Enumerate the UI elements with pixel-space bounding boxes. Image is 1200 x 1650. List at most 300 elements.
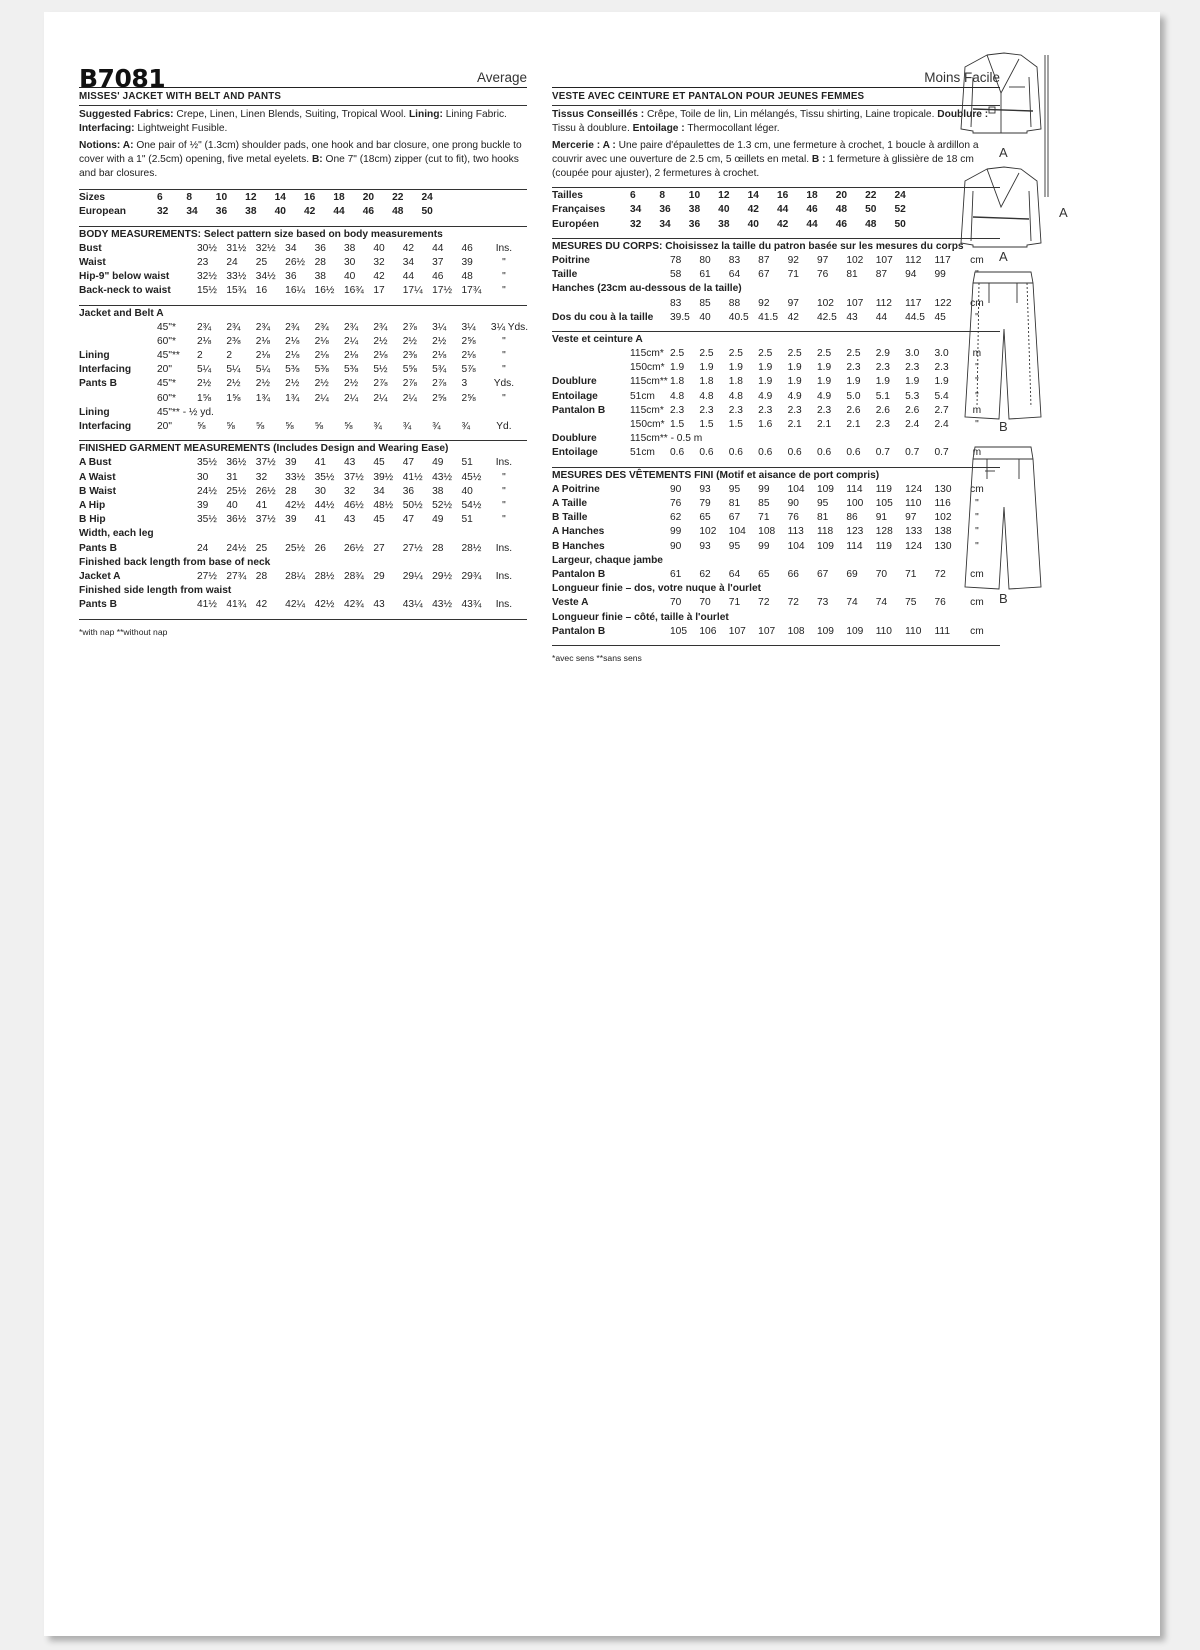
table-cell: 67: [816, 568, 829, 580]
table-cell: 99: [758, 540, 770, 552]
table-row: [79, 406, 527, 420]
unit: ": [975, 512, 979, 524]
table-row: [552, 625, 1000, 639]
table-cell: 17½: [432, 285, 452, 297]
table-cell: 34: [373, 485, 385, 497]
table-cell: 29¼: [402, 570, 423, 582]
table-row: [79, 307, 527, 321]
table-cell: 39: [285, 514, 297, 526]
table-cell: 107: [875, 254, 893, 266]
table-cell: 1.9: [758, 376, 773, 388]
table-cell: 2: [226, 350, 233, 362]
row-label: [552, 347, 630, 361]
table-row: [79, 335, 527, 349]
table-cell: 118: [816, 526, 834, 538]
table-cell: 76: [787, 512, 799, 524]
english-column: [79, 54, 527, 639]
table-cell: 38: [245, 206, 257, 218]
footnote-fr: *avec sens **sans sens: [552, 645, 1000, 665]
table-cell: 2⅝: [461, 335, 476, 347]
yardage-table-fr: [552, 331, 1000, 461]
table-row: [79, 242, 527, 256]
table-cell: 70: [875, 568, 888, 580]
table-row: [552, 311, 1000, 325]
table-cell: 24½: [226, 542, 247, 554]
table-cell: 113: [787, 526, 804, 538]
table-cell: 6: [630, 190, 636, 202]
table-cell: 58: [670, 269, 682, 281]
table-cell: 70: [670, 597, 682, 609]
table-cell: 35½: [314, 471, 335, 483]
table-cell: 2⅞: [402, 321, 417, 333]
table-cell: 16: [303, 192, 316, 204]
table-cell: 108: [758, 526, 776, 538]
unit: ": [975, 376, 979, 388]
table-cell: 43¼: [402, 599, 423, 611]
table-cell: 90: [787, 498, 799, 509]
row-label: [552, 418, 630, 432]
table-cell: 43: [846, 311, 858, 323]
table-cell: 16½: [314, 285, 335, 297]
table-cell: 42: [747, 204, 759, 216]
table-cell: 2⅜: [226, 335, 241, 347]
table-cell: 67: [758, 269, 770, 281]
table-row: [79, 377, 527, 391]
table-cell: 109: [816, 483, 834, 495]
table-cell: 39½: [373, 471, 394, 483]
table-cell: 50: [894, 218, 906, 230]
table-cell: 42: [373, 271, 385, 283]
table-cell: 1.5: [699, 419, 714, 431]
table-cell: 5¼: [255, 364, 270, 376]
table-cell: 36½: [226, 457, 247, 469]
table-cell: 110: [875, 625, 892, 637]
table-cell: 44½: [314, 500, 335, 511]
table-cell: 24: [197, 542, 209, 554]
table-cell: 71: [728, 597, 741, 609]
table-cell: 47: [402, 457, 415, 469]
table-cell: 0.7: [934, 447, 949, 459]
table-cell: 5.0: [846, 390, 861, 402]
table-cell: 46: [835, 218, 848, 230]
table-cell: 0.6: [728, 447, 743, 459]
row-label: A Poitrine: [552, 483, 600, 495]
row-label: Sizes: [79, 192, 106, 204]
table-cell: 2.4: [905, 419, 920, 431]
table-cell: 46: [806, 204, 818, 216]
interfacing-label: Interfacing:: [79, 123, 135, 135]
table-cell: 2⅛: [314, 335, 329, 347]
table-cell: 17¾: [461, 285, 482, 297]
table-cell: 18: [333, 192, 345, 204]
table-cell: 17¼: [402, 285, 423, 297]
row-label: Entoilage: [552, 390, 598, 402]
finished-measurement-rows: [79, 456, 527, 612]
unit: ": [975, 526, 979, 538]
table-cell: 1.8: [699, 376, 714, 388]
table-cell: 35½: [197, 514, 217, 526]
table-cell: 114: [846, 483, 863, 495]
table-row: [79, 542, 527, 556]
table-cell: 38: [432, 485, 444, 497]
table-cell: 2¼: [343, 392, 359, 404]
table-cell: 117: [905, 297, 922, 309]
unit: cm: [970, 483, 984, 495]
table-cell: 64: [728, 269, 741, 281]
interfacing-text-fr: Thermocollant léger.: [684, 123, 780, 135]
table-row: [79, 363, 527, 377]
table-cell: 78: [670, 254, 682, 266]
table-cell: 76: [816, 269, 829, 281]
unit: ": [975, 498, 979, 509]
table-cell: 2⅛: [314, 350, 329, 362]
row-label: Interfacing: [79, 364, 132, 376]
unit: Ins.: [495, 599, 513, 611]
interfacing-text: Lightweight Fusible.: [134, 123, 228, 135]
table-cell: 0.6: [699, 447, 714, 459]
table-cell: 2⅞: [373, 378, 388, 390]
table-cell: 41.5: [758, 311, 778, 323]
table-cell: 2¾: [343, 321, 359, 333]
table-cell: 14: [274, 192, 286, 204]
table-cell: 30: [314, 485, 326, 497]
table-cell: 50: [421, 206, 433, 218]
table-cell: 16: [776, 190, 789, 202]
notions-b-label: B:: [309, 153, 323, 165]
table-cell: 2: [197, 350, 203, 362]
table-cell: 5½: [373, 364, 388, 376]
table-cell: 25: [255, 542, 268, 554]
table-cell: 36: [688, 218, 701, 230]
table-cell: 93: [699, 540, 711, 552]
table-cell: 48½: [373, 500, 394, 511]
table-cell: 2.4: [934, 419, 949, 431]
table-cell: 36: [215, 206, 228, 218]
table-cell: 22: [865, 190, 877, 202]
table-cell: 30½: [197, 242, 217, 254]
fabric-width: 51cm: [630, 390, 655, 402]
table-cell: 42.5: [816, 311, 837, 323]
table-cell: 4.9: [758, 390, 773, 402]
table-cell: 34: [630, 204, 642, 216]
table-cell: 5¼: [197, 364, 212, 376]
table-cell: ⅝: [197, 421, 206, 433]
table-cell: 1⅝: [197, 392, 212, 404]
table-cell: 51: [461, 457, 473, 469]
table-cell: 83: [728, 254, 741, 266]
table-cell: 38: [718, 218, 730, 230]
size-table: [79, 189, 527, 219]
table-cell: 107: [846, 297, 864, 309]
table-cell: 8: [186, 192, 193, 204]
table-cell: 1.9: [816, 362, 832, 374]
fabric-width: 115cm**: [630, 376, 668, 388]
table-cell: 16¼: [285, 285, 305, 297]
row-label: Pantalon B: [552, 625, 606, 637]
table-cell: 112: [905, 254, 922, 266]
table-cell: 95: [728, 540, 741, 552]
table-cell: 85: [699, 297, 711, 309]
table-cell: 76: [670, 498, 682, 509]
table-cell: 0.6: [787, 447, 802, 459]
table-cell: 34: [285, 242, 297, 254]
table-cell: 43: [373, 599, 385, 611]
table-cell: 16¾: [343, 285, 364, 297]
notions-paragraph: [79, 139, 527, 182]
table-cell: 26½: [343, 542, 364, 554]
table-cell: 2.5: [699, 348, 714, 360]
table-cell: 95: [816, 498, 829, 509]
table-cell: 2.3: [699, 404, 714, 416]
table-row: [552, 554, 1000, 568]
fabric-width: 45"** - ½ yd.: [157, 406, 214, 418]
table-cell: 18: [806, 190, 818, 202]
table-cell: 39: [461, 256, 473, 268]
fabric-width: 45"*: [157, 321, 176, 333]
table-cell: 27: [373, 542, 385, 554]
unit: ": [502, 335, 506, 347]
table-cell: 92: [787, 254, 799, 266]
table-cell: 2⅛: [432, 350, 447, 362]
table-cell: 41: [255, 500, 268, 511]
table-cell: 122: [934, 297, 952, 309]
table-cell: 109: [816, 625, 834, 637]
table-cell: 1.5: [728, 419, 743, 431]
table-cell: 1.9: [699, 362, 714, 374]
table-cell: 2¾: [255, 321, 270, 333]
yardage-table: [79, 305, 527, 435]
table-cell: 1.9: [875, 376, 890, 388]
garment-sketches: [949, 47, 1049, 607]
table-row: [552, 446, 1000, 460]
table-cell: 90: [670, 540, 682, 552]
table-cell: ¾: [373, 421, 382, 433]
table-cell: 133: [905, 526, 923, 538]
row-heading: Finished side length from waist: [79, 585, 232, 597]
european-sizes-row: [79, 205, 527, 219]
table-cell: 97: [787, 297, 799, 309]
table-row: [552, 268, 1000, 282]
table-cell: 104: [787, 483, 805, 495]
table-row: [552, 254, 1000, 268]
table-cell: 42: [255, 599, 268, 611]
table-cell: 34: [186, 206, 198, 218]
table-cell: 110: [905, 498, 922, 509]
fabrics-paragraph-fr: [552, 108, 1000, 136]
finished-measurements-heading-fr: MESURES DES VÊTEMENTS FINI (Motif et aisance de port compris): [552, 469, 880, 481]
table-row: [79, 456, 527, 470]
table-cell: 41: [314, 457, 326, 469]
table-cell: 40: [373, 242, 385, 254]
table-cell: 2¼: [314, 392, 329, 404]
table-cell: ¾: [461, 421, 471, 433]
fabrics-text: Crepe, Linen, Linen Blends, Suiting, Tropical Wool.: [173, 109, 407, 121]
body-measurements-heading: BODY MEASUREMENTS: Select pattern size based on body measurements: [79, 228, 443, 240]
table-cell: 70: [699, 597, 711, 609]
table-cell: 99: [934, 269, 946, 281]
table-cell: 52½: [432, 500, 452, 511]
table-cell: 1¾: [285, 392, 300, 404]
notions-b-text-fr: 1 fermeture à glissière de 18 cm (coupée pour ajuster), 2 fermetures à crochet.: [552, 153, 974, 180]
table-cell: 5.1: [875, 390, 890, 402]
fabric-width: 60"*: [157, 392, 176, 404]
unit: Ins.: [495, 570, 513, 582]
row-label: A Taille: [552, 498, 588, 509]
body-measurement-rows: [79, 242, 527, 299]
yardage-rows: [79, 307, 527, 435]
table-cell: 2.3: [670, 404, 685, 416]
table-cell: 3.0: [905, 348, 920, 360]
table-cell: 26½: [285, 256, 305, 268]
table-cell: 26½: [255, 485, 276, 497]
table-cell: 5⅜: [314, 364, 329, 376]
table-cell: 102: [846, 254, 864, 266]
table-row: [552, 568, 1000, 582]
table-cell: 109: [816, 540, 834, 552]
table-cell: 50: [865, 204, 877, 216]
table-cell: 23: [197, 256, 209, 268]
notions-paragraph-fr: [552, 139, 1000, 182]
table-cell: 81: [728, 498, 741, 509]
table-cell: 2½: [255, 378, 270, 390]
fabric-width: 45"**: [157, 350, 180, 362]
table-cell: 48: [835, 204, 848, 216]
table-cell: 29½: [432, 570, 452, 582]
table-cell: 25: [255, 256, 268, 268]
unit: ": [502, 350, 506, 362]
table-cell: 61: [699, 269, 711, 281]
table-cell: 32½: [197, 271, 217, 283]
table-cell: 20: [362, 192, 375, 204]
notions-a-text: One pair of ½" (1.3cm) shoulder pads, one hook and bar closure, one prong buckle to cover with a 1" (2.5cm) opening, five metal eyelets.: [79, 139, 522, 165]
table-cell: ⅝: [226, 421, 235, 433]
row-label: Veste et ceinture A: [552, 333, 643, 345]
table-cell: 31: [226, 471, 238, 483]
table-cell: 2.3: [934, 362, 949, 374]
body-measurement-rows-fr: [552, 254, 1000, 325]
table-cell: 32: [343, 485, 356, 497]
table-cell: 46: [432, 271, 444, 283]
fabrics-label: Suggested Fabrics:: [79, 109, 174, 121]
table-cell: 2.3: [875, 362, 890, 374]
table-row: [552, 404, 1000, 418]
table-cell: 73: [816, 597, 829, 609]
table-cell: 2¼: [402, 392, 417, 404]
table-cell: 72: [758, 597, 770, 609]
table-cell: 40: [274, 206, 286, 218]
table-cell: 43¾: [461, 599, 482, 611]
table-cell: 2½: [432, 335, 447, 347]
table-cell: 5.3: [905, 390, 920, 402]
table-cell: 2.9: [875, 348, 890, 360]
fabrics-text-fr: Crêpe, Toile de lin, Lin mélangés, Tissu shirting, Laine tropicale.: [644, 109, 935, 121]
unit: ": [502, 514, 506, 526]
fabric-width: [630, 333, 670, 347]
footnote: *with nap **without nap: [79, 619, 527, 639]
row-label: Européen: [552, 218, 599, 230]
table-cell: 2.7: [934, 404, 949, 416]
fabric-width: 20": [157, 421, 172, 433]
table-cell: 5.4: [934, 390, 949, 402]
table-cell: 33½: [226, 271, 247, 283]
table-row: [552, 483, 1000, 497]
notions-label-fr: Mercerie : A :: [552, 139, 616, 151]
table-cell: 90: [670, 483, 682, 495]
row-label: A Bust: [79, 457, 112, 469]
table-cell: 0.6: [758, 447, 773, 459]
table-cell: 117: [934, 254, 951, 266]
table-cell: 43½: [432, 599, 452, 611]
table-cell: 44: [333, 206, 345, 218]
jacket-a-back-drawing: [961, 167, 1041, 247]
table-cell: 49: [432, 457, 444, 469]
table-cell: 99: [670, 526, 682, 538]
table-cell: 72: [787, 597, 799, 609]
table-cell: 28: [255, 570, 268, 582]
table-cell: 74: [875, 597, 888, 609]
table-cell: 92: [758, 297, 770, 309]
table-cell: 2¾: [314, 321, 329, 333]
table-cell: 2¼: [373, 392, 388, 404]
unit: ": [502, 256, 506, 268]
row-label: Lining: [79, 406, 110, 418]
row-label: Back-neck to waist: [79, 285, 171, 297]
table-cell: 28½: [461, 542, 482, 554]
table-cell: 22: [392, 192, 404, 204]
row-label: B Hip: [79, 514, 106, 526]
table-cell: 91: [875, 512, 888, 524]
table-cell: 2⅛: [343, 350, 359, 362]
table-cell: 32: [255, 471, 268, 483]
table-cell: 38: [343, 242, 356, 254]
row-label: [79, 392, 157, 406]
table-cell: 2⅜: [402, 350, 417, 362]
table-cell: 2⅝: [461, 392, 476, 404]
table-cell: 2⅛: [461, 350, 476, 362]
row-label: [552, 297, 670, 311]
table-cell: 15½: [197, 285, 217, 297]
table-cell: 3¼: [432, 321, 447, 333]
table-cell: 102: [934, 512, 952, 524]
table-cell: 34: [402, 256, 415, 268]
table-cell: ⅝: [285, 421, 294, 433]
table-cell: 45½: [461, 471, 482, 483]
table-cell: 87: [875, 269, 888, 281]
row-label: Bust: [79, 242, 102, 254]
unit: m: [972, 348, 982, 360]
table-cell: 1⅝: [226, 392, 241, 404]
table-cell: 3: [461, 378, 468, 390]
table-cell: 76: [934, 597, 946, 609]
unit: 3¼ Yds.: [490, 321, 529, 333]
fabrics-label-fr: Tissus Conseillés :: [552, 109, 645, 121]
view-a-back-label: A: [999, 249, 1008, 264]
table-cell: 1.9: [905, 376, 920, 388]
unit: Yds.: [493, 378, 515, 390]
unit: m: [972, 447, 982, 459]
table-cell: 116: [934, 498, 951, 509]
table-cell: 29: [373, 570, 385, 582]
row-label: Veste A: [552, 597, 589, 609]
table-cell: 32½: [255, 242, 276, 254]
unit: cm: [970, 568, 984, 580]
table-cell: ⅝: [343, 421, 353, 433]
table-cell: 39: [197, 500, 209, 511]
table-cell: 80: [699, 254, 711, 266]
unit: ": [502, 471, 506, 483]
table-cell: 40: [699, 311, 711, 323]
fabric-width: 115cm** - 0.5 m: [630, 433, 703, 445]
